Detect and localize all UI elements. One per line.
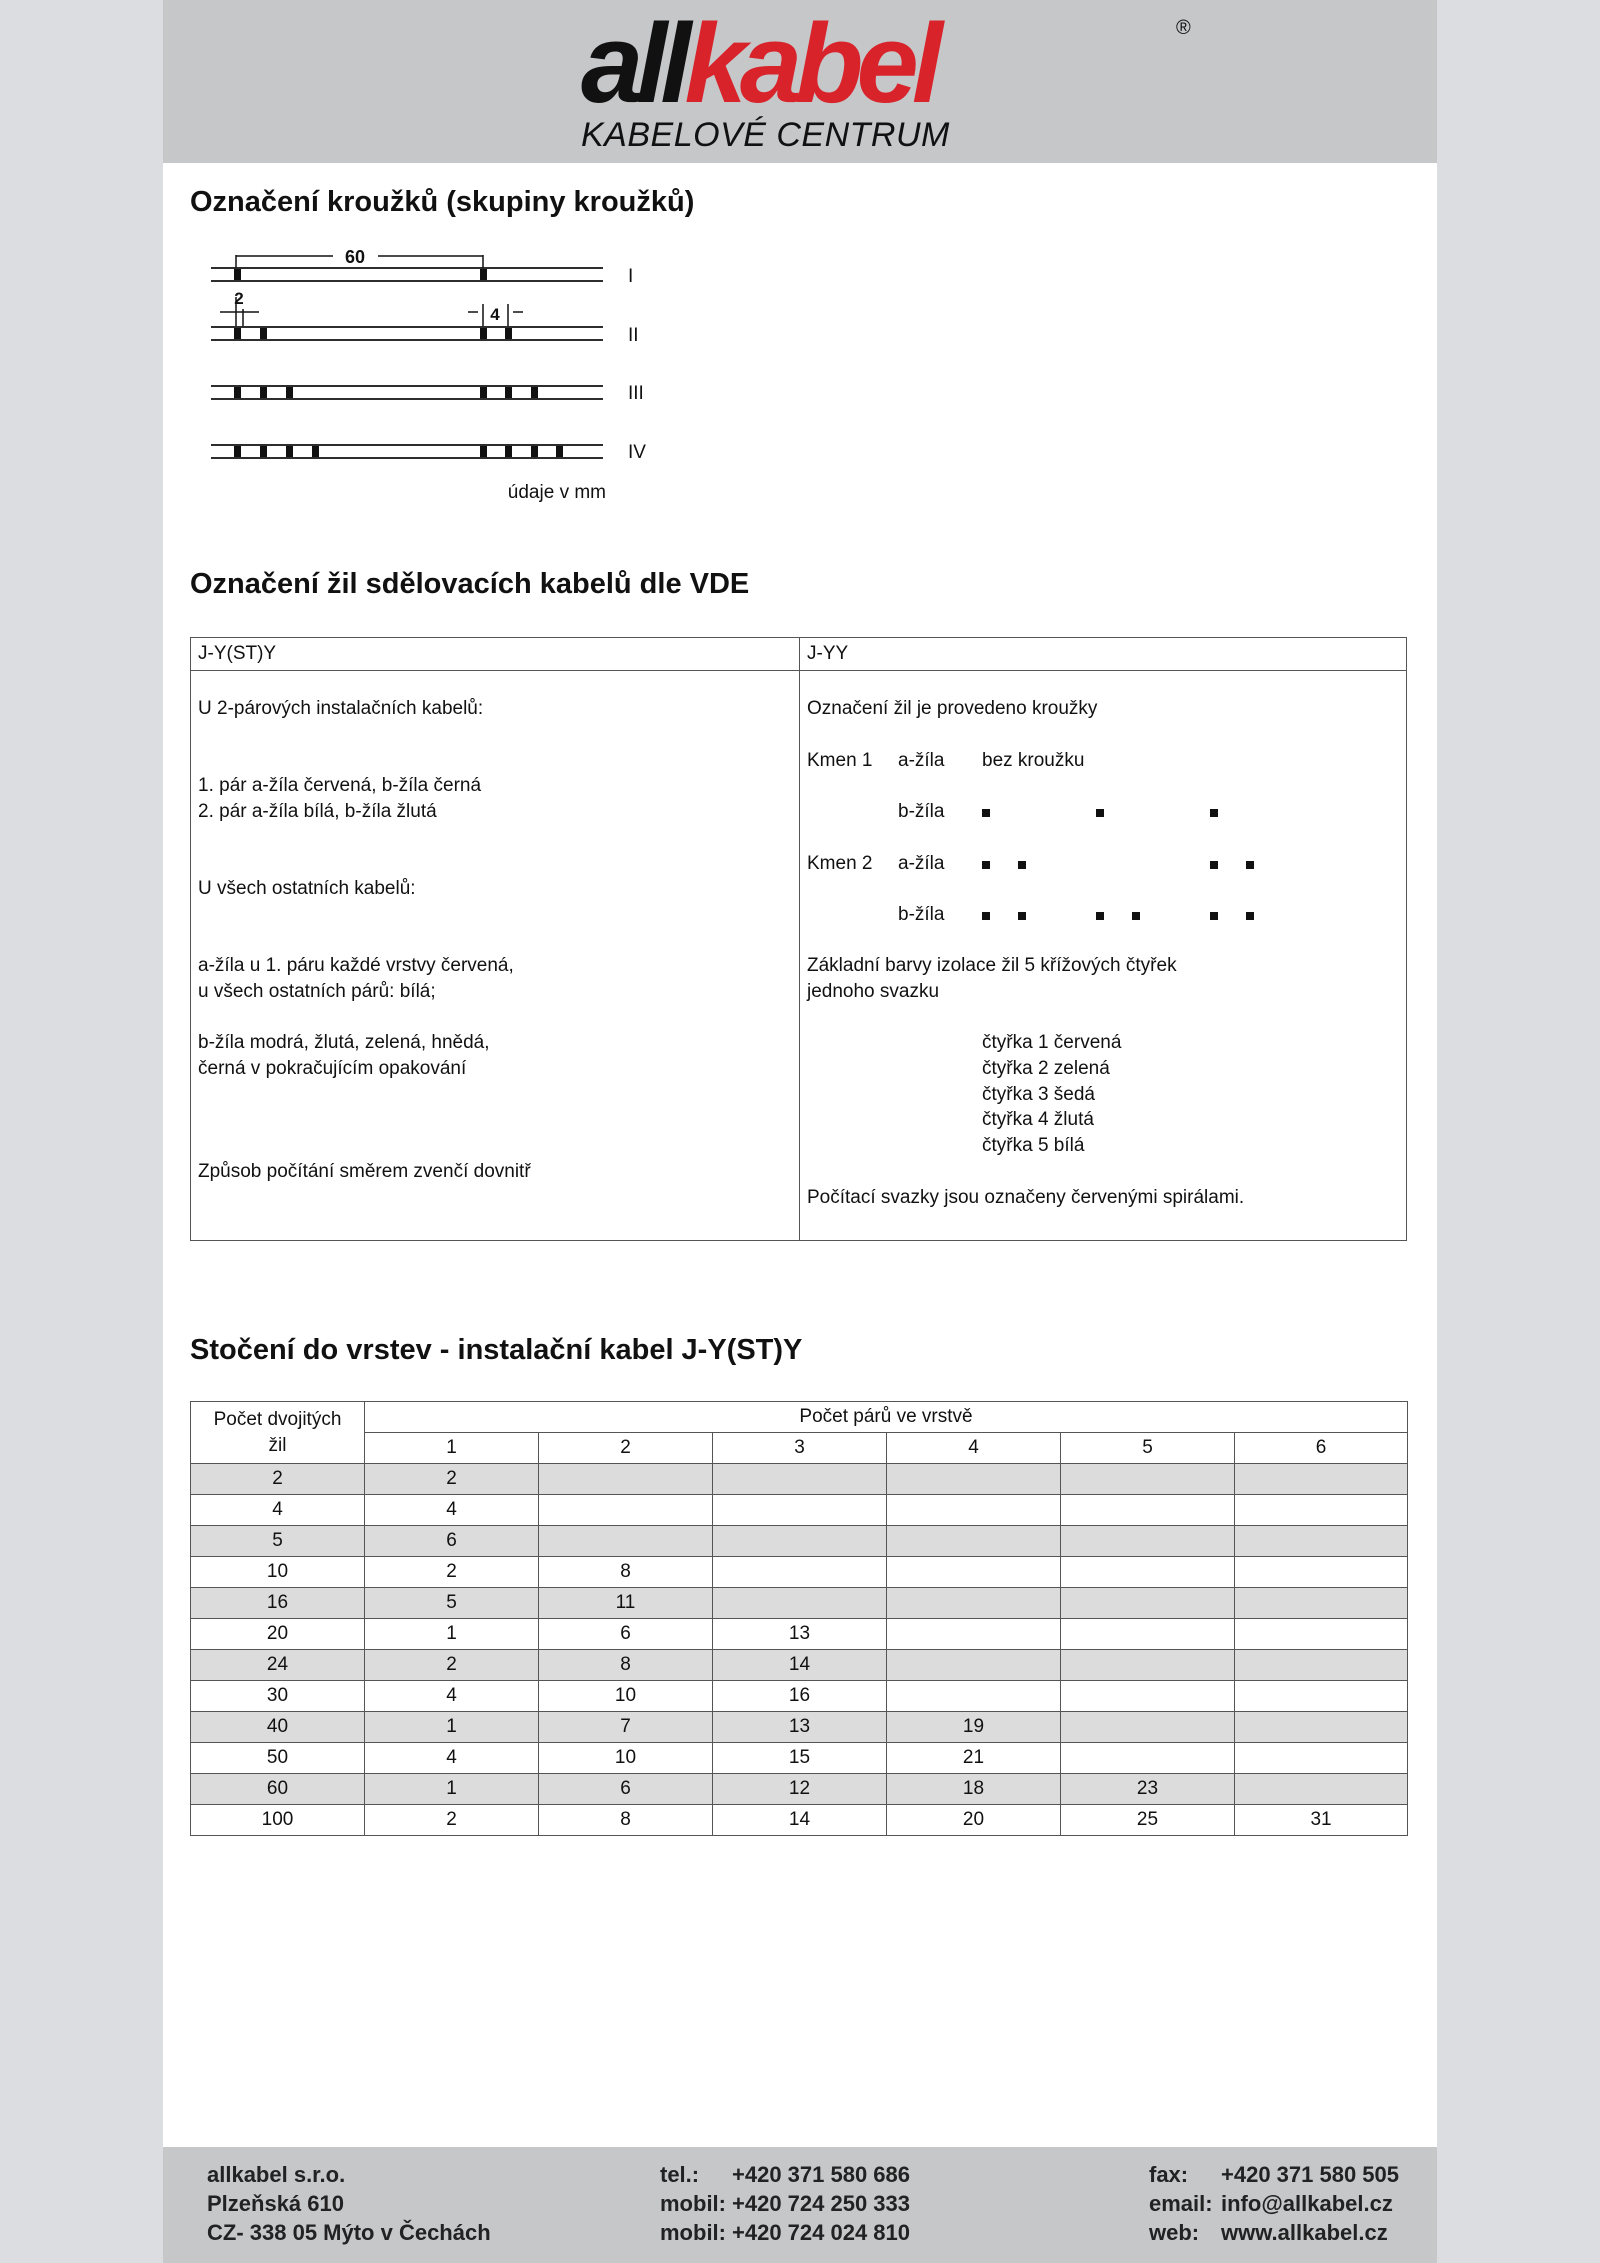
- ring-marker: [1210, 912, 1218, 920]
- two-pair-intro: U 2-párových instalačních kabelů:: [198, 698, 484, 719]
- layer-pairs-cell: 12: [713, 1774, 887, 1805]
- table-row: [191, 1743, 1408, 1774]
- pair-count-cell: 30: [191, 1681, 365, 1712]
- layer-pairs-cell: [887, 1557, 1061, 1588]
- mobil-label: mobil:: [660, 2220, 726, 2245]
- layer-pairs-cell: [1061, 1495, 1235, 1526]
- pair-count-cell: 16: [191, 1588, 365, 1619]
- column-title: J-YY: [800, 638, 1406, 671]
- table-row: [191, 1650, 1408, 1681]
- table-row: [191, 1805, 1408, 1836]
- b-wire-line-2: černá v pokračujícím opakování: [198, 1058, 467, 1079]
- layer-pairs-cell: [1235, 1495, 1408, 1526]
- base-colors-line-1: Základní barvy izolace žil 5 křížových čtyřek: [807, 955, 1177, 976]
- layer-pairs-cell: [539, 1495, 713, 1526]
- layer-pairs-cell: 6: [365, 1526, 539, 1557]
- ring-marker: [1210, 861, 1218, 869]
- quad-color-item: čtyřka 2 zelená: [982, 1058, 1110, 1079]
- footer-contact-bar: [163, 2147, 1437, 2263]
- ring-marker: [982, 861, 990, 869]
- footer-phones: [660, 2160, 910, 2247]
- web-link[interactable]: www.allkabel.cz: [1221, 2220, 1388, 2245]
- counting-direction: Způsob počítání směrem zvenčí dovnitř: [198, 1161, 531, 1182]
- layer-pairs-cell: 15: [713, 1743, 887, 1774]
- ring-marker: [1018, 912, 1026, 920]
- table-row: [191, 1681, 1408, 1712]
- web-label: web:: [1149, 2220, 1200, 2245]
- layer-pairs-cell: 18: [887, 1774, 1061, 1805]
- ring-marker: [1246, 912, 1254, 920]
- layer-pairs-cell: 21: [887, 1743, 1061, 1774]
- ring-marker: [1246, 861, 1254, 869]
- table-header-row: [191, 1402, 1408, 1433]
- ring-marker: [982, 809, 990, 817]
- dim-2-label: 2: [234, 289, 244, 308]
- layer-pairs-cell: 7: [539, 1712, 713, 1743]
- layer-pairs-cell: 10: [539, 1681, 713, 1712]
- layer-pairs-cell: 16: [713, 1681, 887, 1712]
- layer-number: 1: [365, 1433, 539, 1464]
- layer-pairs-cell: 8: [539, 1557, 713, 1588]
- ring-marking-intro: Označení žil je provedeno kroužky: [807, 698, 1098, 719]
- layer-pairs-cell: 4: [365, 1681, 539, 1712]
- logo-kabel-text: kabel: [684, 1, 936, 126]
- column-title: J-Y(ST)Y: [191, 638, 799, 671]
- header-subtitle: KABELOVÉ CENTRUM: [581, 116, 950, 154]
- b-wire-line-1: b-žíla modrá, žlutá, zelená, hnědá,: [198, 1032, 490, 1053]
- pair-count-cell: 60: [191, 1774, 365, 1805]
- layer-pairs-cell: [713, 1464, 887, 1495]
- no-ring-text: bez kroužku: [982, 750, 1085, 771]
- pair-1-text: 1. pár a-žíla červená, b-žíla černá: [198, 775, 482, 796]
- layer-pairs-cell: 2: [365, 1557, 539, 1588]
- company-name: allkabel s.r.o.: [207, 2162, 346, 2187]
- street-address: Plzeňská 610: [207, 2191, 344, 2216]
- quad-color-item: čtyřka 1 červená: [982, 1032, 1122, 1053]
- layer-pairs-cell: 2: [365, 1805, 539, 1836]
- table-row: [191, 1774, 1408, 1805]
- layer-pairs-cell: [1235, 1650, 1408, 1681]
- pair-count-cell: 4: [191, 1495, 365, 1526]
- ring-marker: [1018, 861, 1026, 869]
- counting-bundles-note: Počítací svazky jsou označeny červenými spirálami.: [807, 1187, 1245, 1208]
- quad-color-item: čtyřka 4 žlutá: [982, 1109, 1094, 1130]
- pair-2-text: 2. pár a-žíla bílá, b-žíla žlutá: [198, 801, 437, 822]
- layer-pairs-cell: [1235, 1526, 1408, 1557]
- layer-pairs-cell: [1235, 1774, 1408, 1805]
- fax-number: +420 371 580 505: [1221, 2162, 1400, 2187]
- layer-pairs-cell: 31: [1235, 1805, 1408, 1836]
- layer-pairs-cell: 1: [365, 1712, 539, 1743]
- layer-stranding-table: [190, 1401, 1408, 1836]
- layer-pairs-cell: [1235, 1712, 1408, 1743]
- footer-address: [207, 2160, 491, 2247]
- mobil-number-1[interactable]: +420 724 250 333: [732, 2191, 911, 2216]
- layer-pairs-cell: [1061, 1526, 1235, 1557]
- tel-number[interactable]: +420 371 580 686: [732, 2162, 911, 2187]
- table-row: [191, 1712, 1408, 1743]
- pair-count-cell: 40: [191, 1712, 365, 1743]
- dimension-2: [220, 289, 259, 326]
- layer-pairs-cell: [539, 1464, 713, 1495]
- pair-count-header: Počet dvojitých žil: [191, 1402, 365, 1464]
- quad-color-item: čtyřka 3 šedá: [982, 1084, 1095, 1105]
- layer-pairs-cell: [887, 1526, 1061, 1557]
- tel-label: tel.:: [660, 2162, 700, 2187]
- kmen-1-label: Kmen 1: [807, 750, 873, 771]
- ring-row-I: [211, 266, 633, 287]
- layer-pairs-cell: [713, 1526, 887, 1557]
- layer-pairs-cell: 8: [539, 1805, 713, 1836]
- layer-pairs-cell: [1061, 1557, 1235, 1588]
- layer-pairs-cell: 6: [539, 1774, 713, 1805]
- layer-pairs-cell: 23: [1061, 1774, 1235, 1805]
- vde-column-jyy: [800, 638, 1406, 1240]
- ring-row-label: III: [628, 383, 644, 404]
- pair-count-cell: 50: [191, 1743, 365, 1774]
- layer-pairs-cell: 1: [365, 1619, 539, 1650]
- logo-all-text: all: [581, 1, 685, 126]
- table-row: [191, 1588, 1408, 1619]
- layer-pairs-cell: 2: [365, 1464, 539, 1495]
- vde-column-jysty: [191, 638, 800, 1240]
- ring-marker: [982, 912, 990, 920]
- dim-60-label: 60: [344, 247, 366, 267]
- ring-marker: [1132, 912, 1140, 920]
- vde-heading: Označení žil sdělovacích kabelů dle VDE: [190, 568, 750, 600]
- layer-pairs-cell: [1061, 1743, 1235, 1774]
- rings-heading: Označení kroužků (skupiny kroužků): [190, 186, 695, 218]
- ring-marker: [1096, 809, 1104, 817]
- layer-pairs-cell: 8: [539, 1650, 713, 1681]
- ring-row-II: [211, 325, 639, 346]
- layer-pairs-cell: [713, 1588, 887, 1619]
- layer-pairs-cell: 4: [365, 1495, 539, 1526]
- pair-count-cell: 24: [191, 1650, 365, 1681]
- layer-pairs-cell: 25: [1061, 1805, 1235, 1836]
- email-link[interactable]: info@allkabel.cz: [1221, 2191, 1393, 2216]
- ring-row-IV: [211, 442, 646, 463]
- table-row: [191, 1619, 1408, 1650]
- layer-pairs-cell: 4: [365, 1743, 539, 1774]
- layer-pairs-cell: [1235, 1464, 1408, 1495]
- mobil-number-2[interactable]: +420 724 024 810: [732, 2220, 911, 2245]
- ring-marker: [1096, 912, 1104, 920]
- layer-pairs-cell: [1061, 1681, 1235, 1712]
- quad-color-item: čtyřka 5 bílá: [982, 1135, 1085, 1156]
- fax-label: fax:: [1149, 2162, 1189, 2187]
- layer-pairs-cell: [1235, 1557, 1408, 1588]
- ring-row-III: [211, 383, 644, 404]
- ring-marking-diagram: [163, 230, 683, 510]
- footer-online: [1149, 2160, 1399, 2247]
- layer-pairs-cell: 13: [713, 1619, 887, 1650]
- layer-pairs-cell: [713, 1557, 887, 1588]
- layer-pairs-cell: [1061, 1588, 1235, 1619]
- layer-pairs-cell: 5: [365, 1588, 539, 1619]
- layer-pairs-cell: 6: [539, 1619, 713, 1650]
- layer-pairs-cell: [1235, 1681, 1408, 1712]
- layer-pairs-cell: 10: [539, 1743, 713, 1774]
- layer-pairs-cell: 20: [887, 1805, 1061, 1836]
- vde-marking-table: [190, 637, 1407, 1241]
- ring-row-label: II: [628, 325, 639, 346]
- layer-pairs-cell: [1235, 1743, 1408, 1774]
- layer-pairs-cell: [887, 1464, 1061, 1495]
- table-row: [191, 1495, 1408, 1526]
- layer-pairs-cell: [539, 1526, 713, 1557]
- layer-number: 4: [887, 1433, 1061, 1464]
- layer-number: 5: [1061, 1433, 1235, 1464]
- pair-count-cell: 100: [191, 1805, 365, 1836]
- kmen-1-a-wire-label: a-žíla: [898, 750, 945, 771]
- dim-4-label: 4: [490, 305, 500, 324]
- document-page: [163, 0, 1437, 2263]
- table-row: [191, 1526, 1408, 1557]
- layer-pairs-cell: [1061, 1650, 1235, 1681]
- unit-note: údaje v mm: [507, 482, 606, 503]
- ring-row-label: IV: [628, 442, 646, 463]
- pair-count-cell: 20: [191, 1619, 365, 1650]
- table-row: [191, 1557, 1408, 1588]
- pairs-per-layer-header: Počet párů ve vrstvě: [365, 1402, 1408, 1433]
- a-wire-line-1: a-žíla u 1. páru každé vrstvy červená,: [198, 955, 514, 976]
- layer-number: 6: [1235, 1433, 1408, 1464]
- layer-pairs-cell: [1061, 1619, 1235, 1650]
- base-colors-line-2: jednoho svazku: [807, 981, 940, 1002]
- layers-heading: Stočení do vrstev - instalační kabel J-Y(ST)Y: [190, 1334, 803, 1366]
- layer-pairs-cell: [1061, 1712, 1235, 1743]
- layer-pairs-cell: [887, 1495, 1061, 1526]
- layer-pairs-cell: [887, 1588, 1061, 1619]
- other-cables-intro: U všech ostatních kabelů:: [198, 878, 416, 899]
- layer-pairs-cell: 19: [887, 1712, 1061, 1743]
- kmen-2-b-wire-label: b-žíla: [898, 904, 945, 925]
- layer-pairs-cell: [1235, 1619, 1408, 1650]
- mobil-label: mobil:: [660, 2191, 726, 2216]
- allkabel-logo: [581, 1, 1191, 126]
- layer-pairs-cell: 11: [539, 1588, 713, 1619]
- layer-pairs-cell: [887, 1650, 1061, 1681]
- layer-pairs-cell: [1061, 1464, 1235, 1495]
- pair-count-cell: 10: [191, 1557, 365, 1588]
- city-address: CZ- 338 05 Mýto v Čechách: [207, 2220, 491, 2245]
- layer-pairs-cell: 13: [713, 1712, 887, 1743]
- layer-number-row: [191, 1433, 1408, 1464]
- layer-pairs-cell: 1: [365, 1774, 539, 1805]
- layer-pairs-cell: 2: [365, 1650, 539, 1681]
- layer-pairs-cell: [887, 1681, 1061, 1712]
- kmen-1-b-wire-label: b-žíla: [898, 801, 945, 822]
- layer-number: 2: [539, 1433, 713, 1464]
- a-wire-line-2: u všech ostatních párů: bílá;: [198, 981, 436, 1002]
- dimension-60: [236, 247, 483, 268]
- ring-row-label: I: [628, 266, 634, 287]
- layer-pairs-cell: [713, 1495, 887, 1526]
- layer-number: 3: [713, 1433, 887, 1464]
- registered-mark: ®: [1176, 17, 1191, 39]
- email-label: email:: [1149, 2191, 1213, 2216]
- layer-rows: [191, 1464, 1408, 1836]
- pair-count-cell: 2: [191, 1464, 365, 1495]
- layer-pairs-cell: 14: [713, 1805, 887, 1836]
- dimension-4: [468, 304, 523, 326]
- layer-pairs-cell: [1235, 1588, 1408, 1619]
- table-row: [191, 1464, 1408, 1495]
- kmen-2-label: Kmen 2: [807, 853, 873, 874]
- layer-pairs-cell: 14: [713, 1650, 887, 1681]
- pair-count-cell: 5: [191, 1526, 365, 1557]
- header-banner: [163, 0, 1437, 163]
- kmen-2-a-wire-label: a-žíla: [898, 853, 945, 874]
- layer-pairs-cell: [887, 1619, 1061, 1650]
- ring-marker: [1210, 809, 1218, 817]
